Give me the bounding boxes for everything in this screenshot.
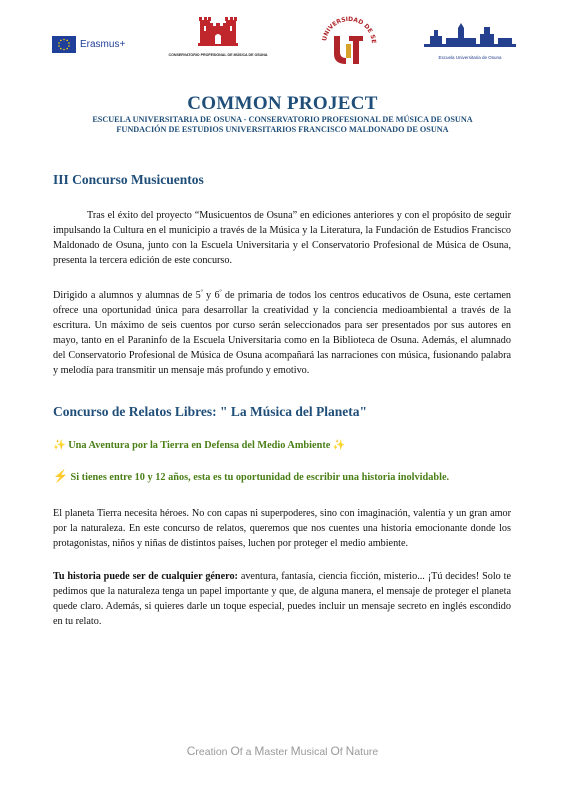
footer-motto [0, 744, 565, 758]
universidad-seal-icon [316, 14, 382, 70]
tagline-text: Una Aventura por la Tierra en Defensa del Medio Ambiente [68, 440, 331, 451]
paragraph-dirigido-part-b: y 6 [202, 290, 220, 301]
callout-text: Si tienes entre 10 y 12 años, esta es tu oportunidad de escribir una historia inolvidable. [70, 472, 450, 483]
paragraph-genero-rest: aventura, fantasía, ciencia ficción, misterio... ¡Tú decides! Solo te pedimos que la naturaleza tenga un papel importante y que, de alguna manera, el mensaje de proteger el planeta quede claro. Además, si quieres darle un toque especial, puedes incluir un mensaje secreto en inglés escondido en tu relato. [53, 571, 511, 627]
ordinal-sup-6: º [219, 289, 222, 296]
callout-line [53, 469, 511, 485]
lightning-icon: ⚡ [53, 469, 68, 483]
footer-word: Nature [345, 744, 379, 758]
universidad-ring-text: UNIVERSIDAD DE SE [321, 15, 378, 44]
header-subtitle-1: ESCUELA UNIVERSITARIA DE OSUNA - CONSERVATORIO PROFESIONAL DE MÚSICA DE OSUNA [92, 115, 473, 124]
paragraph-dirigido-part-c: de primaria de todos los centros educativos de Osuna, este certamen ofrece una oportunidad única para desarrollar la creatividad y la conciencia medioambiental a través de la escritura. Un máximo de seis cuentos por curso serán seleccionados para ser presentados por sus autores en mayo, tanto en el Paraninfo de la Escuela Universitaria como en la Biblioteca de Osuna. Además, el alumnado del Conservatorio Profesional de Música de Osuna acompañará las narraciones con música, fusionando palabra y melodía para transmitir un mensaje más profundo y emotivo. [53, 290, 511, 376]
erasmus-logo-text: Erasmus+ [80, 39, 126, 50]
paragraph-dirigido-part-a: Dirigido a alumnos y alumnas de 5 [53, 290, 201, 301]
castle-icon [196, 14, 240, 48]
section-heading-relatos: Concurso de Relatos Libres: " La Música del Planeta" [53, 404, 367, 419]
logo-bar [0, 14, 565, 70]
footer-word: Creation [186, 744, 228, 758]
page-title: COMMON PROJECT [187, 93, 378, 114]
section-heading-musicuentos: III Concurso Musicuentos [53, 172, 204, 187]
svg-text:UNIVERSIDAD DE SEVILLA [316, 14, 377, 44]
tagline-line [53, 438, 511, 453]
escuela-osuna-logo [420, 22, 520, 60]
paragraph-intro: Tras el éxito del proyecto “Musicuentos de Osuna” en ediciones anteriores y con el propósito de seguir impulsando la Cultura en el municipio a través de la Música y la Literatura, la Fundación de Estudios Francisco Maldonado de Osuna, junto con la Escuela Universitaria y el Conservatorio Profesional de Música de Osuna, presenta la tercera edición de este concurso. [53, 210, 511, 266]
paragraph-genero-lead: Tu historia puede ser de cualquier género: [53, 571, 238, 582]
universidad-sevilla-logo [316, 14, 382, 75]
conservatorio-logo [168, 14, 268, 58]
paragraph-dirigido [53, 288, 511, 378]
footer-word: Musical [290, 744, 328, 758]
document-header [0, 93, 565, 134]
escuela-osuna-caption: Escuela Universitaria de Osuna [438, 55, 502, 60]
footer-word: Of a [230, 744, 252, 758]
building-skyline-icon [420, 22, 520, 50]
conservatorio-caption: CONSERVATORIO PROFESIONAL DE MÚSICA DE OSUNA [168, 53, 268, 57]
footer-word: Master [254, 744, 288, 758]
paragraph-planeta: El planeta Tierra necesita héroes. No con capas ni superpoderes, sino con imaginación, valentía y un gran amor por la naturaleza. En este concurso de relatos, queremos que nos cuentes una historia emocionante donde los protagonistas, niños y niñas de distintos países, luchen por proteger el medio ambiente. [53, 508, 511, 549]
header-subtitle-2: FUNDACIÓN DE ESTUDIOS UNIVERSITARIOS FRANCISCO MALDONADO DE OSUNA [116, 124, 449, 134]
document-body [53, 172, 511, 629]
footer-word: Of [330, 744, 343, 758]
paragraph-genero [53, 569, 511, 629]
sparkle-icon: ✨ [332, 440, 346, 451]
ordinal-sup-5: º [200, 289, 203, 296]
eu-flag-icon [52, 36, 76, 53]
erasmus-logo [52, 36, 125, 53]
sparkle-icon: ✨ [53, 440, 66, 451]
